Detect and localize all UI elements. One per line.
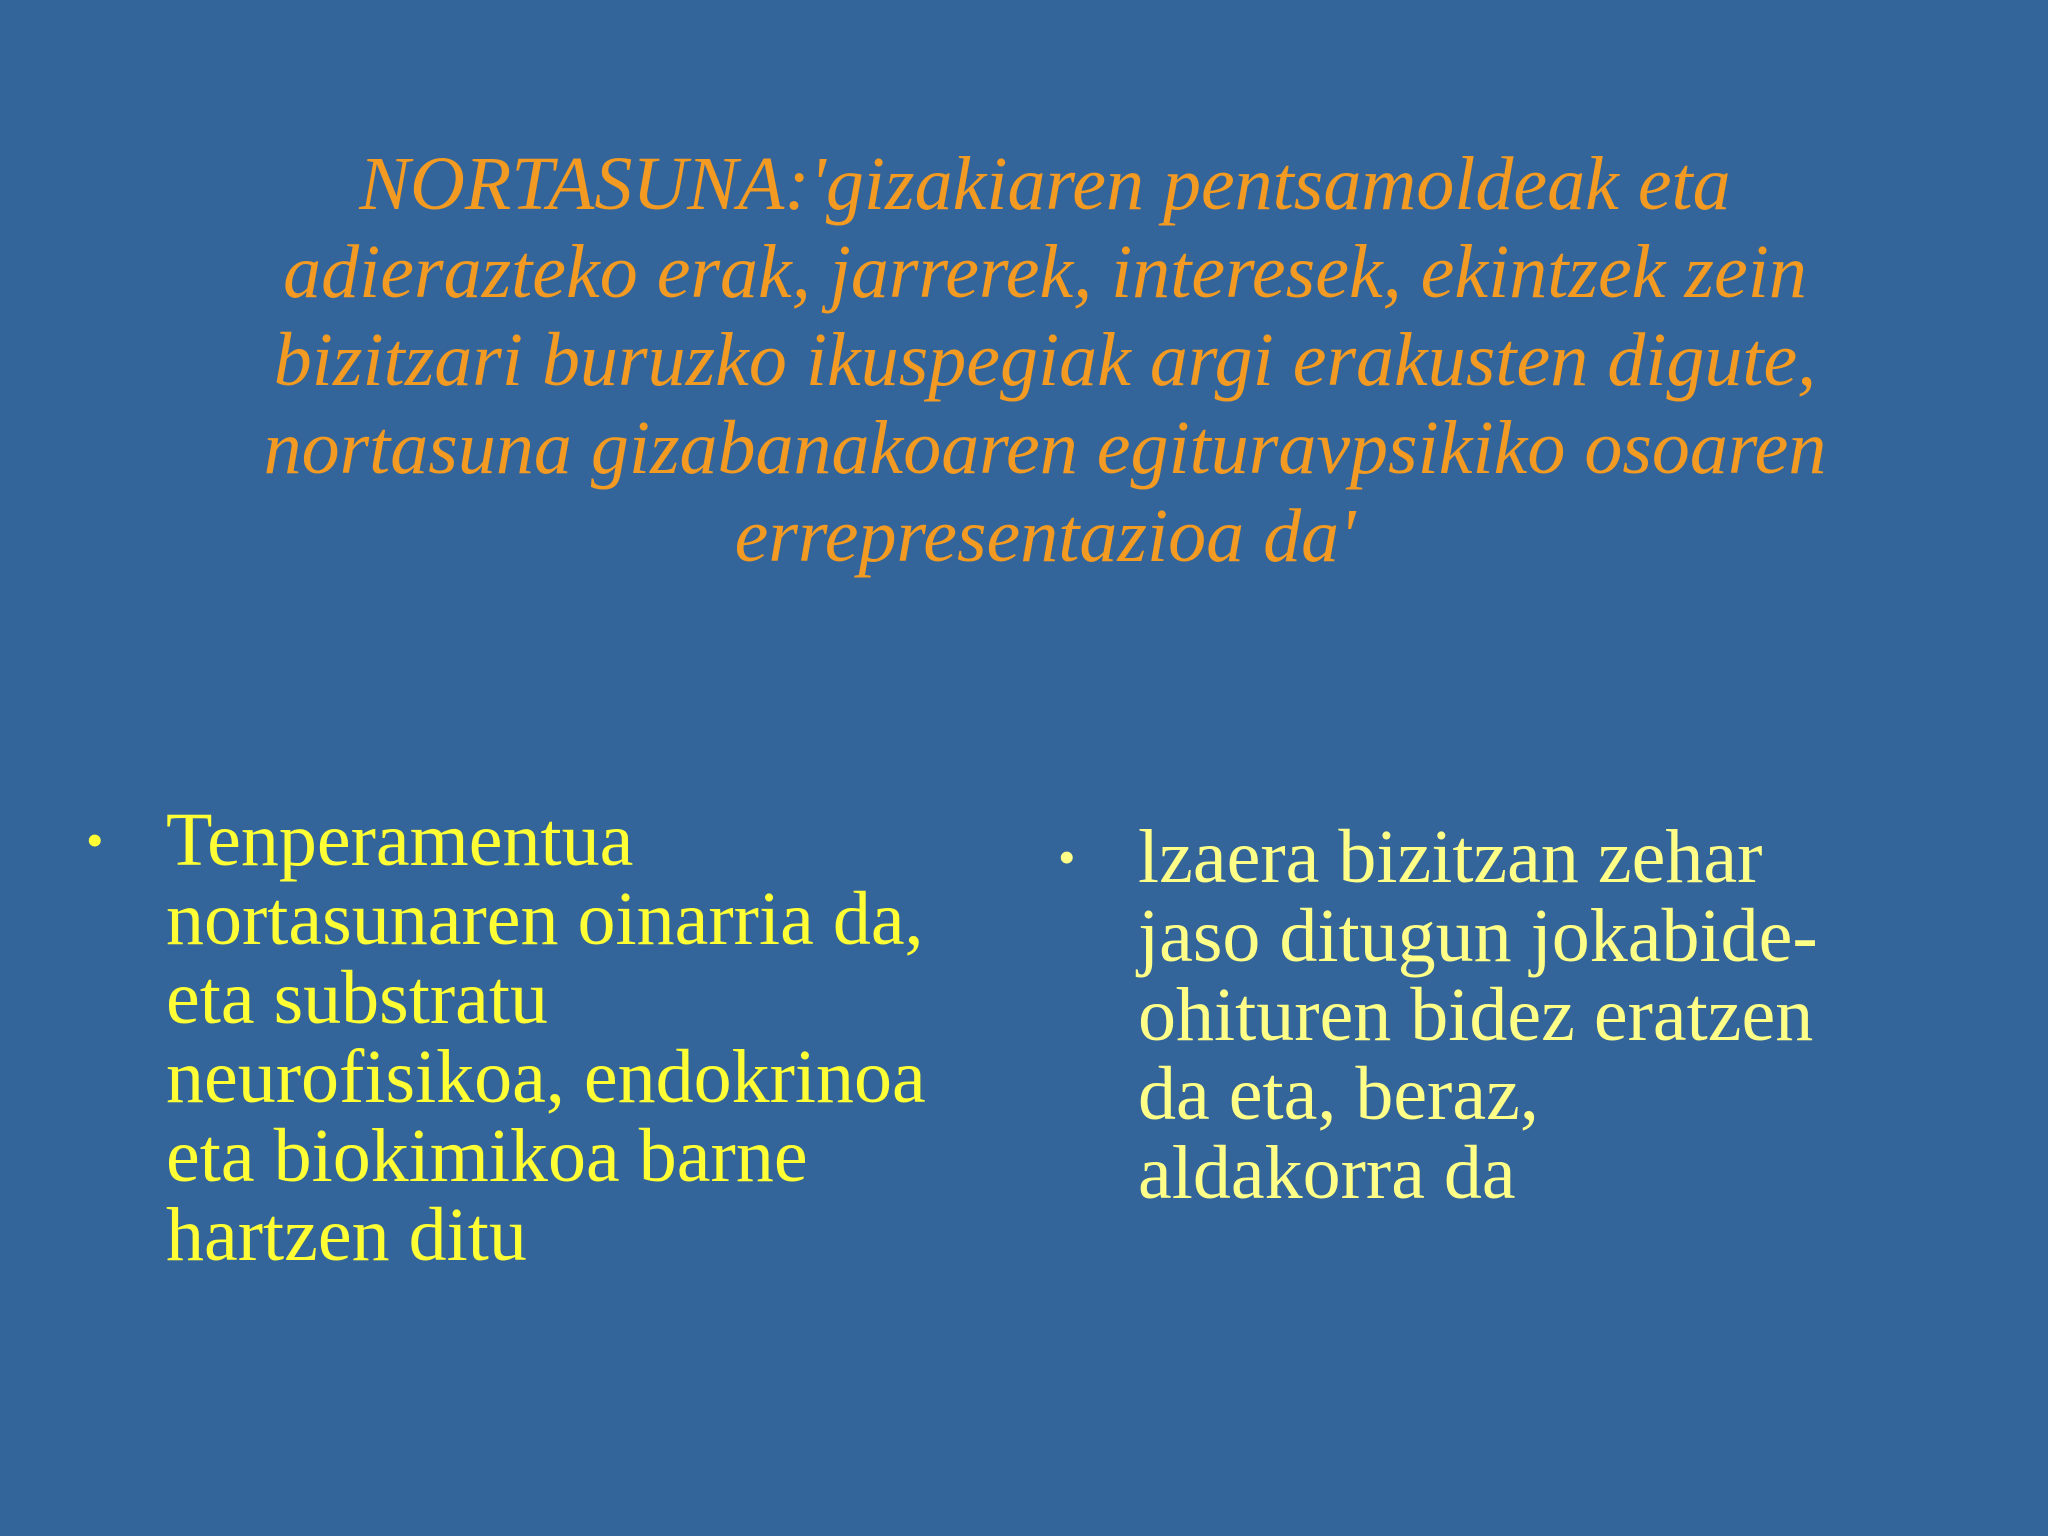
title-line: adierazteko erak, jarrerek, interesek, ekintzek zein	[283, 230, 1807, 314]
bullet-line: da eta, beraz,	[1138, 1052, 1539, 1136]
title-line: NORTASUNA:'gizakiaren pentsamoldeak eta	[359, 142, 1731, 226]
bullet-line: jaso ditugun jokabide-	[1138, 894, 1818, 978]
bullet-line: eta substratu	[166, 956, 549, 1040]
bullet-item-character	[1058, 815, 1958, 1215]
bullet-line: aldakorra da	[1138, 1131, 1516, 1215]
bullet-line: neurofisikoa, endokrinoa	[166, 1035, 926, 1119]
bullet-line: eta biokimikoa barne	[166, 1114, 808, 1198]
bullet-text	[1138, 815, 1958, 1215]
bullet-line: nortasunaren oinarria da,	[166, 877, 924, 961]
bullet-item-temperament	[86, 798, 1016, 1277]
bullet-line: hartzen ditu	[166, 1193, 527, 1277]
bullet-line: Tenperamentua	[166, 798, 634, 882]
slide-title	[150, 140, 1940, 580]
title-line: bizitzari buruzko ikuspegiak argi erakusten digute,	[273, 318, 1817, 402]
left-bullet-column	[86, 798, 1016, 1277]
bullet-text	[166, 798, 1016, 1277]
title-line: nortasuna gizabanakoaren egituravpsikiko osoaren	[263, 406, 1827, 490]
bullet-line: lzaera bizitzan zehar	[1138, 815, 1763, 899]
bullet-icon: •	[86, 812, 104, 868]
bullet-line: ohituren bidez eratzen	[1138, 973, 1814, 1057]
title-line: errepresentazioa da'	[734, 494, 1356, 578]
bullet-icon: •	[1058, 829, 1076, 885]
right-bullet-column	[1058, 815, 1958, 1215]
